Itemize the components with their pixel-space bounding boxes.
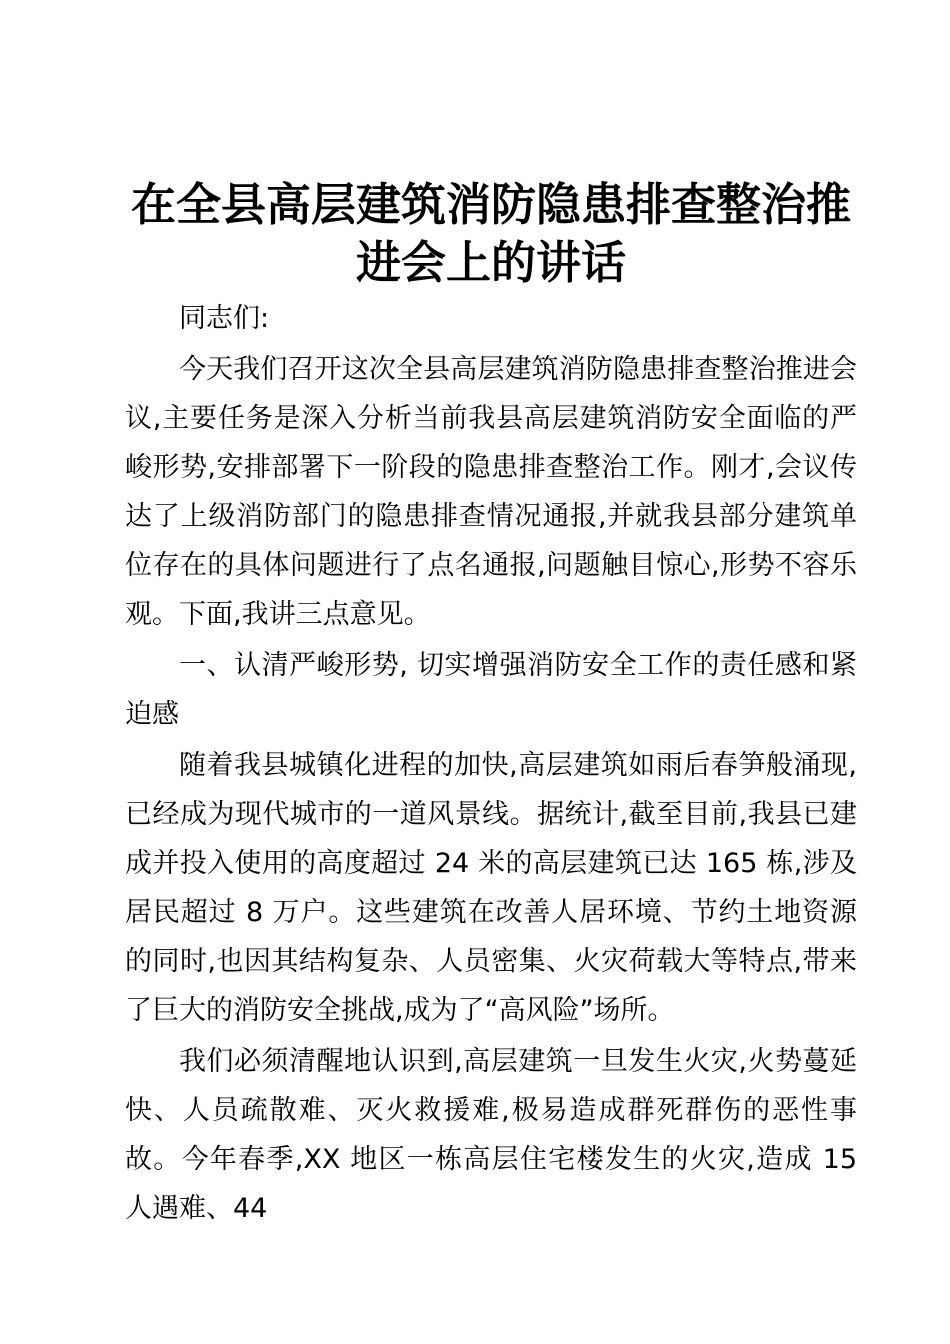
paragraph-risk: 我们必须清醒地认识到,高层建筑一旦发生火灾,火势蔓延快、人员疏散难、灭火救援难,极易造成群死群伤的恶性事故。今年春季,XX 地区一栋高层住宅楼发生的火灾,造成 15 人遇难、44 bbox=[125, 1046, 857, 1224]
section-heading-1: 一、认清严峻形势, 切实增强消防安全工作的责任感和紧迫感 bbox=[125, 650, 857, 730]
paragraph-intro: 今天我们召开这次全县高层建筑消防隐患排查整治推进会议,主要任务是深入分析当前我县高层建筑消防安全面临的严峻形势,安排部署下一阶段的隐患排查整治工作。刚才,会议传达了上级消防部门的隐患排查情况通报,并就我县部分建筑单位存在的具体问题进行了点名通报,问题触目惊心,形势不容乐观。下面,我讲三点意见。 bbox=[125, 354, 857, 630]
paragraph-salutation: 同志们: bbox=[179, 303, 270, 334]
document-title: 在全县高层建筑消防隐患排查整治推进会上的讲话 bbox=[130, 180, 851, 288]
paragraph-situation: 随着我县城镇化进程的加快,高层建筑如雨后春笋般涌现,已经成为现代城市的一道风景线。据统计,截至目前,我县已建成并投入使用的高度超过 24 米的高层建筑已达 165 栋,涉及居民超过 8 万户。这些建筑在改善人居环境、节约土地资源的同时,也因其结构复杂、人员密集、火灾荷载大等特点,带来了巨大的消防安全挑战,成为了“高风险”场所。 bbox=[125, 750, 857, 1026]
